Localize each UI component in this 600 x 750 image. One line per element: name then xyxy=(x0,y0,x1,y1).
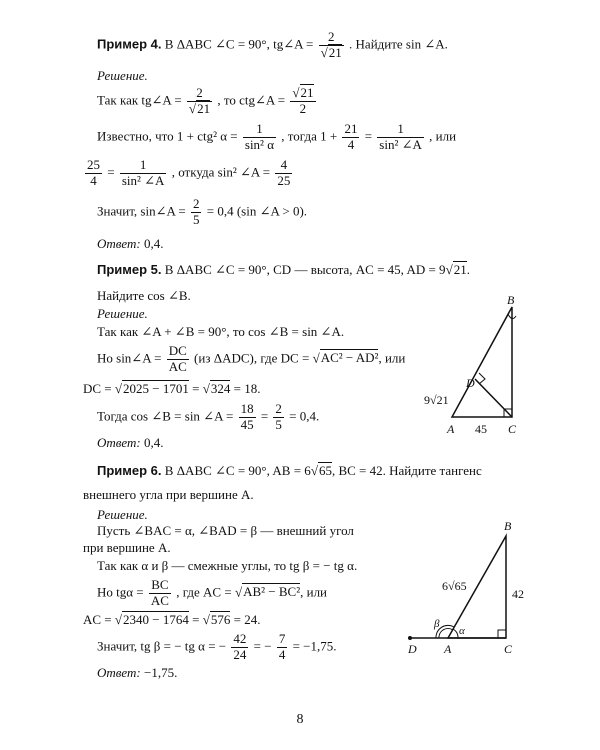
ex4-line-sin2: $\frac{25}{4}$ = $\frac{1}{\text{sin² ∠A}}$ , откуда sin² ∠A = $\frac{4}{25}$ xyxy=(87,157,291,188)
ex6-statement: Пример 6. В ΔABC ∠C = 90°, AB = 6√65, BC = 42. Найдите тангенс xyxy=(97,463,482,478)
ex6-solution-label: Решение. xyxy=(97,507,148,522)
ex6-label-beta: β xyxy=(434,618,440,630)
ex4-line-result: Значит, sin∠A = $\frac{2}{5}$ = 0,4 (sin ∠A > 0). xyxy=(97,196,308,227)
ex5-label-b: B xyxy=(507,293,515,307)
ex4-answer: Ответ: 0,4. xyxy=(97,236,164,251)
ex5-triangle xyxy=(452,307,512,417)
ex5-triangle-figure xyxy=(400,292,540,440)
ex6-line-result: Значит, tg β = − tg α = − $\frac{42}{24}$ = − $\frac{7}{4}$ = −1,75. xyxy=(97,631,337,662)
ex6-label-bc: 42 xyxy=(512,587,524,601)
ex5-label-ad: 9√21 xyxy=(424,393,449,407)
ex6-label-a: A xyxy=(444,642,452,656)
ex4-fraction: $\frac{2}{√21}$ xyxy=(320,29,342,60)
ex5-altitude xyxy=(475,379,512,417)
ex5-answer: Ответ: 0,4. xyxy=(97,435,164,450)
ex6-alpha-arc xyxy=(453,629,458,638)
ex4-statement: Пример 4. В ΔABC ∠C = 90°, tg∠A = $\frac{2}{√21}$ . Найдите sin ∠A. xyxy=(97,29,448,60)
ex6-label-ab: 6√65 xyxy=(442,579,467,593)
ex5-solution-label: Решение. xyxy=(97,306,148,321)
ex4-line-ctg: Так как tg∠A = $\frac{2}{√21}$ , то ctg∠A = $\frac{√21}{2}$ xyxy=(97,85,314,116)
ex6-label-d: D xyxy=(408,642,417,656)
ex5-line-sin: Но sin∠A = $\frac{DC}{AC}$ (из ΔADC), где DC = √AC² − AD², или xyxy=(97,343,406,374)
ex5-line-dc: DC = √2025 − 1701 = √324 = 18. xyxy=(83,381,261,396)
page-number: 8 xyxy=(296,712,304,727)
ex5-label-a: A xyxy=(447,422,455,436)
ex6-label-alpha: α xyxy=(459,625,465,637)
ex6-line-let: Пусть ∠BAC = α, ∠BAD = β — внешний угол xyxy=(97,523,354,538)
ex5-line-cos: Так как ∠A + ∠B = 90°, то cos ∠B = sin ∠A. xyxy=(97,324,345,339)
ex4-title: Пример 4. xyxy=(97,36,162,52)
ex6-line-ac: AC = √2340 − 1764 = √576 = 24. xyxy=(83,612,261,627)
ex5-label-d: D xyxy=(466,376,475,390)
ex5-statement: Пример 5. В ΔABC ∠C = 90°, CD — высота, AC = 45, AD = 9√21. xyxy=(97,262,470,277)
ex5-label-ac: 45 xyxy=(475,422,487,436)
ex6-line-tg: Но tgα = $\frac{BC}{AC}$ , где AC = √AB² − BC², или xyxy=(97,577,328,608)
ex6-statement-cont: внешнего угла при вершине A. xyxy=(83,487,254,502)
ex6-line-adjacent: Так как α и β — смежные углы, то tg β = − tg α. xyxy=(97,558,358,573)
ex6-line-vertex: при вершине A. xyxy=(83,540,171,555)
ex5-label-c: C xyxy=(508,422,517,436)
ex6-label-b: B xyxy=(504,519,512,533)
ex4-line-identity: Известно, что 1 + ctg² α = $\frac{1}{\text{sin² α}}$ , тогда 1 + $\frac{21}{4}$ = $\frac{1}{\text{sin² ∠A}}$ , или xyxy=(97,121,457,152)
ex5-find: Найдите cos ∠B. xyxy=(97,288,191,303)
ex6-right-angle-c xyxy=(498,630,506,638)
ex4-solution-label: Решение. xyxy=(97,68,148,83)
ex5-right-angle-d xyxy=(479,373,485,384)
ex6-title: Пример 6. xyxy=(97,463,162,478)
ex6-answer: Ответ: −1,75. xyxy=(97,665,178,680)
ex5-line-result: Тогда cos ∠B = sin ∠A = $\frac{18}{45}$ = $\frac{2}{5}$ = 0,4. xyxy=(97,401,320,432)
ex6-label-c: C xyxy=(504,642,513,656)
ex6-triangle-figure xyxy=(398,518,538,658)
ex5-title: Пример 5. xyxy=(97,262,162,277)
